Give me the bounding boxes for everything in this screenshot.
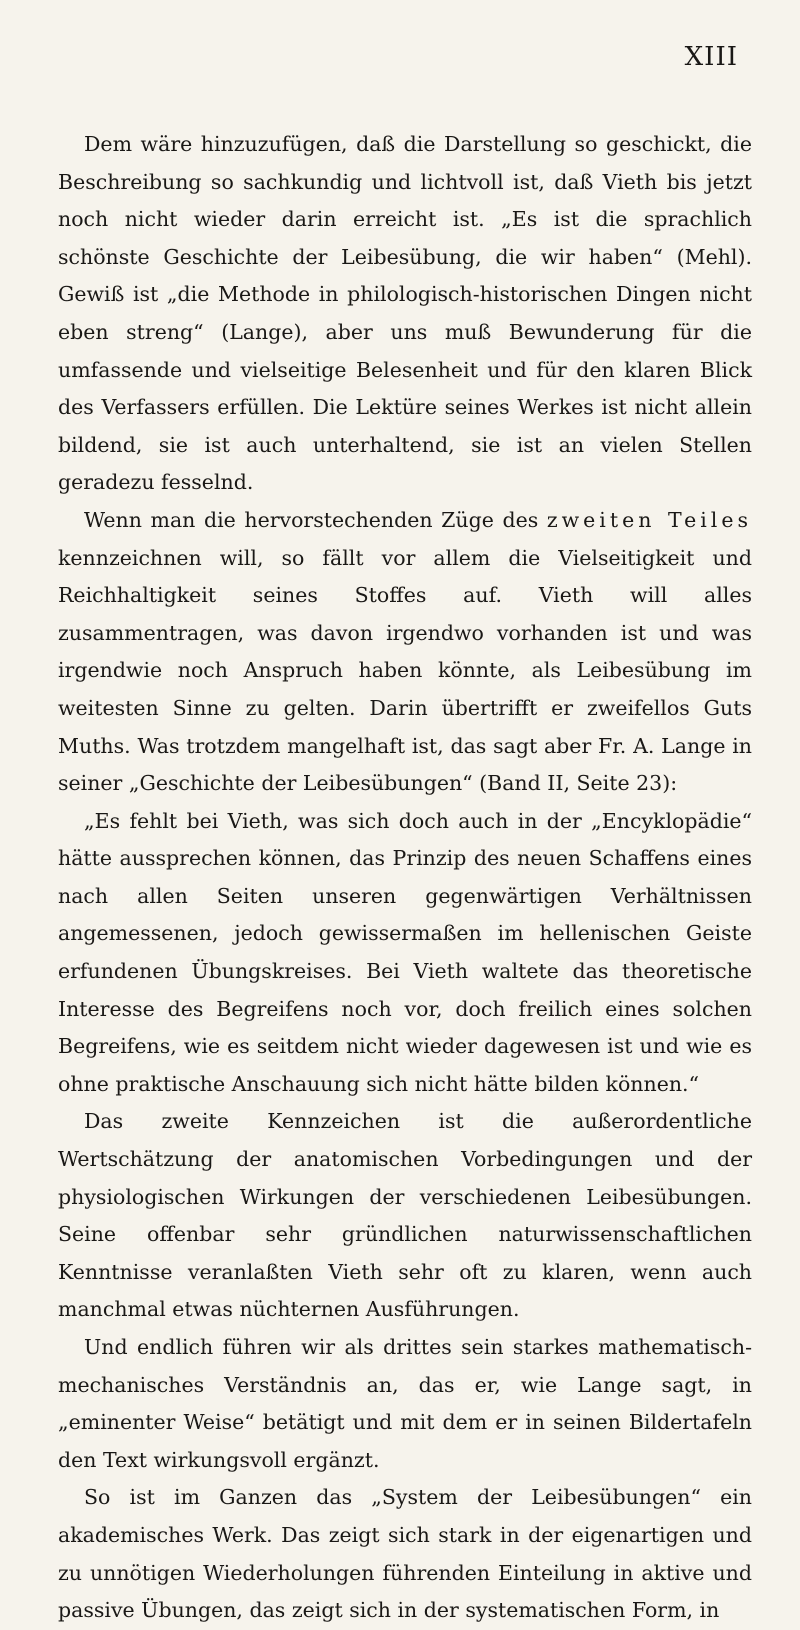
body-text — [58, 126, 752, 1630]
paragraph: Und endlich führen wir als drittes sein starkes mathematisch-mechanisches Verständnis an, das er, wie Lange sagt, in „eminenter Weise“ betätigt und mit dem er in seinen Bildertafeln den Text wirkungsvoll ergänzt. — [58, 1335, 752, 1472]
paragraph-text: Wenn man die hervorstechenden Züge des — [84, 507, 547, 532]
spaced-emphasis: zweiten Teiles — [546, 507, 752, 532]
page-number: XIII — [684, 42, 738, 72]
paragraph: So ist im Ganzen das „System der Leibesübungen“ ein akademisches Werk. Das zeigt sich stark in der eigenartigen und zu unnötigen Wiederholungen führenden Einteilung in aktive und passive Übungen, das zeigt sich in der systematischen Form, in — [58, 1485, 752, 1623]
quotation-paragraph: „Es fehlt bei Vieth, was sich doch auch in der „Encyklopädie“ hätte aussprechen können, das Prinzip des neuen Schaffens eines nach allen Seiten unseren gegenwärtigen Verhältnissen angemessenen, jedoch gewissermaßen im hellenischen Geiste erfundenen Übungskreises. Bei Vieth waltete das theoretische Interesse des Begreifens noch vor, doch freilich eines solchen Begreifens, wie es seitdem nicht wieder dagewesen ist und wie es ohne praktische Anschauung sich nicht hätte bilden können.“ — [58, 808, 752, 1096]
paragraph-text: kennzeichnen will, so fällt vor allem die Vielseitigkeit und Reichhaltigkeit seines Stoffes auf. Vieth will alles zusammentragen, was davon irgendwo vorhanden ist und was irgendwie noch Anspruch haben könnte, als Leibesübung im weitesten Sinne zu gelten. Darin übertrifft er zweifellos Guts Muths. Was trotzdem mangelhaft ist, das sagt aber Fr. A. Lange in seiner „Geschichte der Leibesübungen“ (Band II, Seite 23): — [58, 545, 752, 796]
paragraph — [58, 502, 752, 803]
paragraph: Dem wäre hinzuzufügen, daß die Darstellung so geschickt, die Beschreibung so sachkundig und lichtvoll ist, daß Vieth bis jetzt noch nicht wieder darin erreicht ist. „Es ist die sprachlich schönste Geschichte der Leibesübung, die wir haben“ (Mehl). Gewiß ist „die Methode in philologisch-historischen Dingen nicht eben streng“ (Lange), aber uns muß Bewunderung für die umfassende und vielseitige Belesenheit und für den klaren Blick des Verfassers erfüllen. Die Lektüre seines Werkes ist nicht allein bildend, sie ist auch unterhaltend, sie ist an vielen Stellen geradezu fesselnd. — [58, 132, 752, 495]
paragraph: Das zweite Kennzeichen ist die außerordentliche Wertschätzung der anatomischen Vorbedingungen und der physiologischen Wirkungen der verschiedenen Leibesübungen. Seine offenbar sehr gründlichen naturwissenschaftlichen Kenntnisse veranlaßten Vieth sehr oft zu klaren, wenn auch manchmal etwas nüchternen Ausführungen. — [58, 1109, 752, 1322]
